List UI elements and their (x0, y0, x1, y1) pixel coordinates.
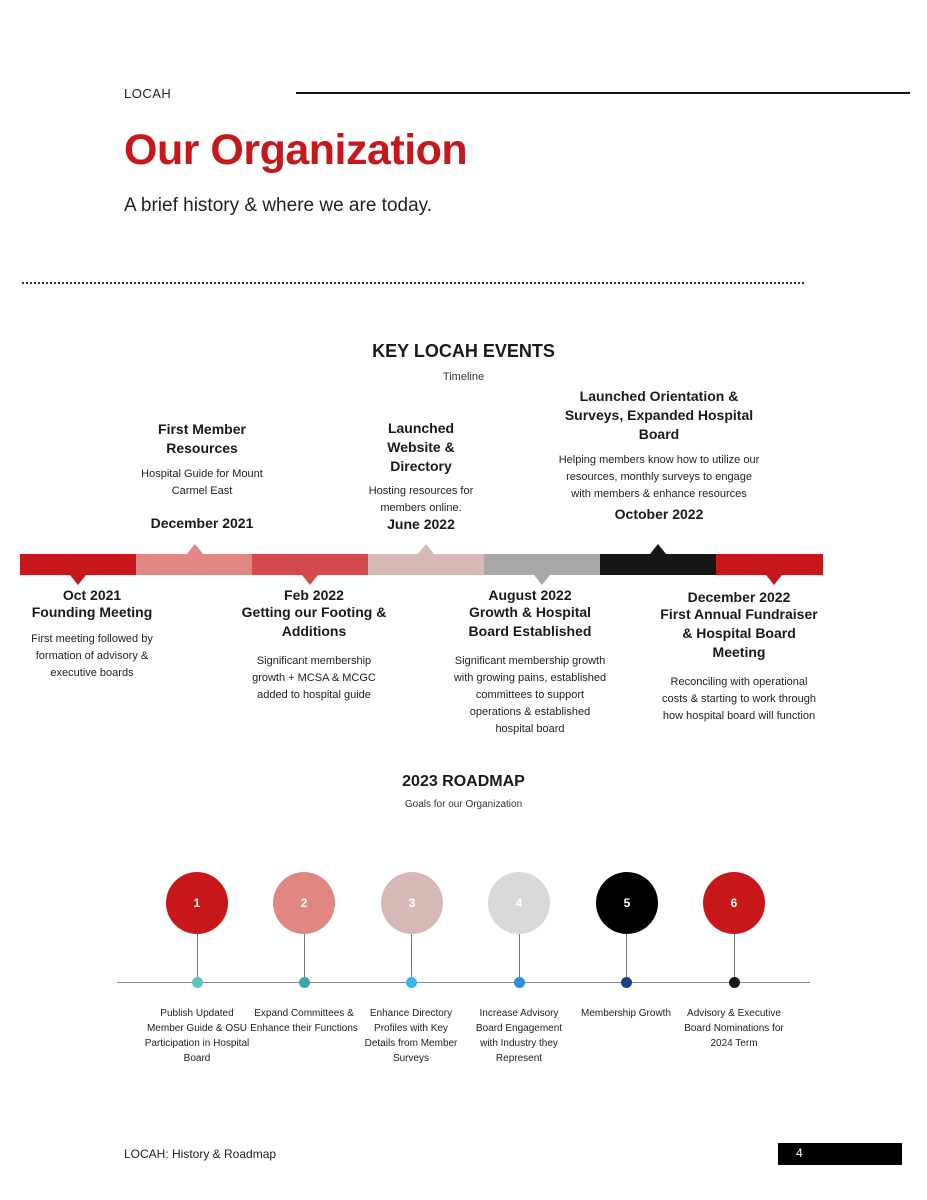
page-title: Our Organization (124, 126, 468, 174)
event-date: June 2022 (387, 516, 455, 532)
goal-number-2: 2 (273, 872, 335, 934)
event-title: Launched Orientation & Surveys, Expanded Hospital Board (564, 388, 754, 442)
timeline-bar (20, 554, 823, 575)
roadmap-subtitle: Goals for our Organization (404, 799, 523, 810)
roadmap-title: 2023 ROADMAP (402, 773, 525, 790)
event-aug-2022 (452, 587, 608, 738)
goal-dot (299, 977, 310, 988)
goal-stem (197, 934, 198, 977)
event-oct-2022 (551, 387, 767, 522)
event-desc: Helping members know how to utilize our resources, monthly surveys to engage with members & enhance resources (558, 454, 760, 500)
goal-text-6: Advisory & Executive Board Nominations for 2024 Term (684, 1008, 784, 1049)
goal-stem (304, 934, 305, 977)
timeline-segment (484, 554, 600, 575)
marker-up (418, 544, 434, 554)
goal-stem (626, 934, 627, 977)
marker-up (187, 544, 203, 554)
header-rule (296, 92, 910, 94)
timeline-segment (20, 554, 136, 575)
event-date: December 2022 (687, 589, 791, 605)
event-title: Launched Website & Directory (387, 420, 455, 474)
event-title: Growth & Hospital Board Established (468, 604, 592, 639)
page-subtitle: A brief history & where we are today. (124, 195, 433, 216)
roadmap-line (117, 982, 810, 983)
goal-text-3: Enhance Directory Profiles with Key Details from Member Surveys (364, 1008, 458, 1064)
marker-down (766, 575, 782, 585)
marker-up (650, 544, 666, 554)
marker-down (302, 575, 318, 585)
event-title: First Annual Fundraiser & Hospital Board Meeting (660, 606, 818, 660)
page-number-box (778, 1143, 902, 1165)
event-dec-2022 (656, 589, 822, 725)
event-oct-2021 (20, 587, 164, 682)
goal-stem (519, 934, 520, 977)
timeline-segment (600, 554, 716, 575)
goal-number-4: 4 (488, 872, 550, 934)
event-desc: Reconciling with operational costs & starting to work through how hospital board will function (661, 676, 817, 722)
goal-text-2: Expand Committees & Enhance their Functions (250, 1008, 358, 1034)
goal-text-5: Membership Growth (580, 1008, 672, 1019)
event-dec-2021 (127, 420, 277, 531)
timeline-subtitle: Timeline (442, 371, 485, 383)
goal-text-4: Increase Advisory Board Engagement with Industry they Represent (475, 1008, 563, 1064)
event-date: Oct 2021 (62, 587, 122, 603)
event-date: Feb 2022 (284, 587, 344, 603)
footer-text: LOCAH: History & Roadmap (124, 1147, 277, 1161)
event-title: First Member Resources (158, 421, 246, 456)
brand-label: LOCAH (124, 86, 172, 101)
event-title: Getting our Footing & Additions (241, 604, 387, 639)
goal-dot (729, 977, 740, 988)
event-desc: First meeting followed by formation of advisory & executive boards (31, 633, 153, 679)
goal-stem (734, 934, 735, 977)
event-date: December 2021 (150, 515, 254, 531)
goal-dot (621, 977, 632, 988)
marker-down (70, 575, 86, 585)
timeline-title: KEY LOCAH EVENTS (372, 341, 555, 361)
goal-text-1: Publish Updated Member Guide & OSU Participation in Hospital Board (144, 1008, 250, 1064)
event-date: October 2022 (614, 506, 704, 522)
event-desc: Hosting resources for members online. (368, 485, 474, 514)
timeline-segment (368, 554, 484, 575)
event-feb-2022 (238, 587, 390, 704)
timeline-segment (716, 554, 823, 575)
event-desc: Significant membership growth with growing pains, established committees to support operations & established hospital board (453, 655, 607, 735)
goal-number-6: 6 (703, 872, 765, 934)
goal-stem (411, 934, 412, 977)
goal-dot (406, 977, 417, 988)
marker-down (534, 575, 550, 585)
event-title: Founding Meeting (31, 604, 153, 620)
goal-dot (514, 977, 525, 988)
timeline-segment (252, 554, 368, 575)
event-desc: Hospital Guide for Mount Carmel East (141, 468, 263, 497)
event-desc: Significant membership growth + MCSA & MCGC added to hospital guide (252, 655, 376, 701)
event-date: August 2022 (488, 587, 572, 603)
goal-number-5: 5 (596, 872, 658, 934)
event-jun-2022 (358, 419, 484, 532)
timeline-segment (136, 554, 252, 575)
goal-number-1: 1 (166, 872, 228, 934)
goal-dot (192, 977, 203, 988)
goal-number-3: 3 (381, 872, 443, 934)
section-divider (22, 282, 804, 284)
page-number: 4 (796, 1146, 803, 1160)
